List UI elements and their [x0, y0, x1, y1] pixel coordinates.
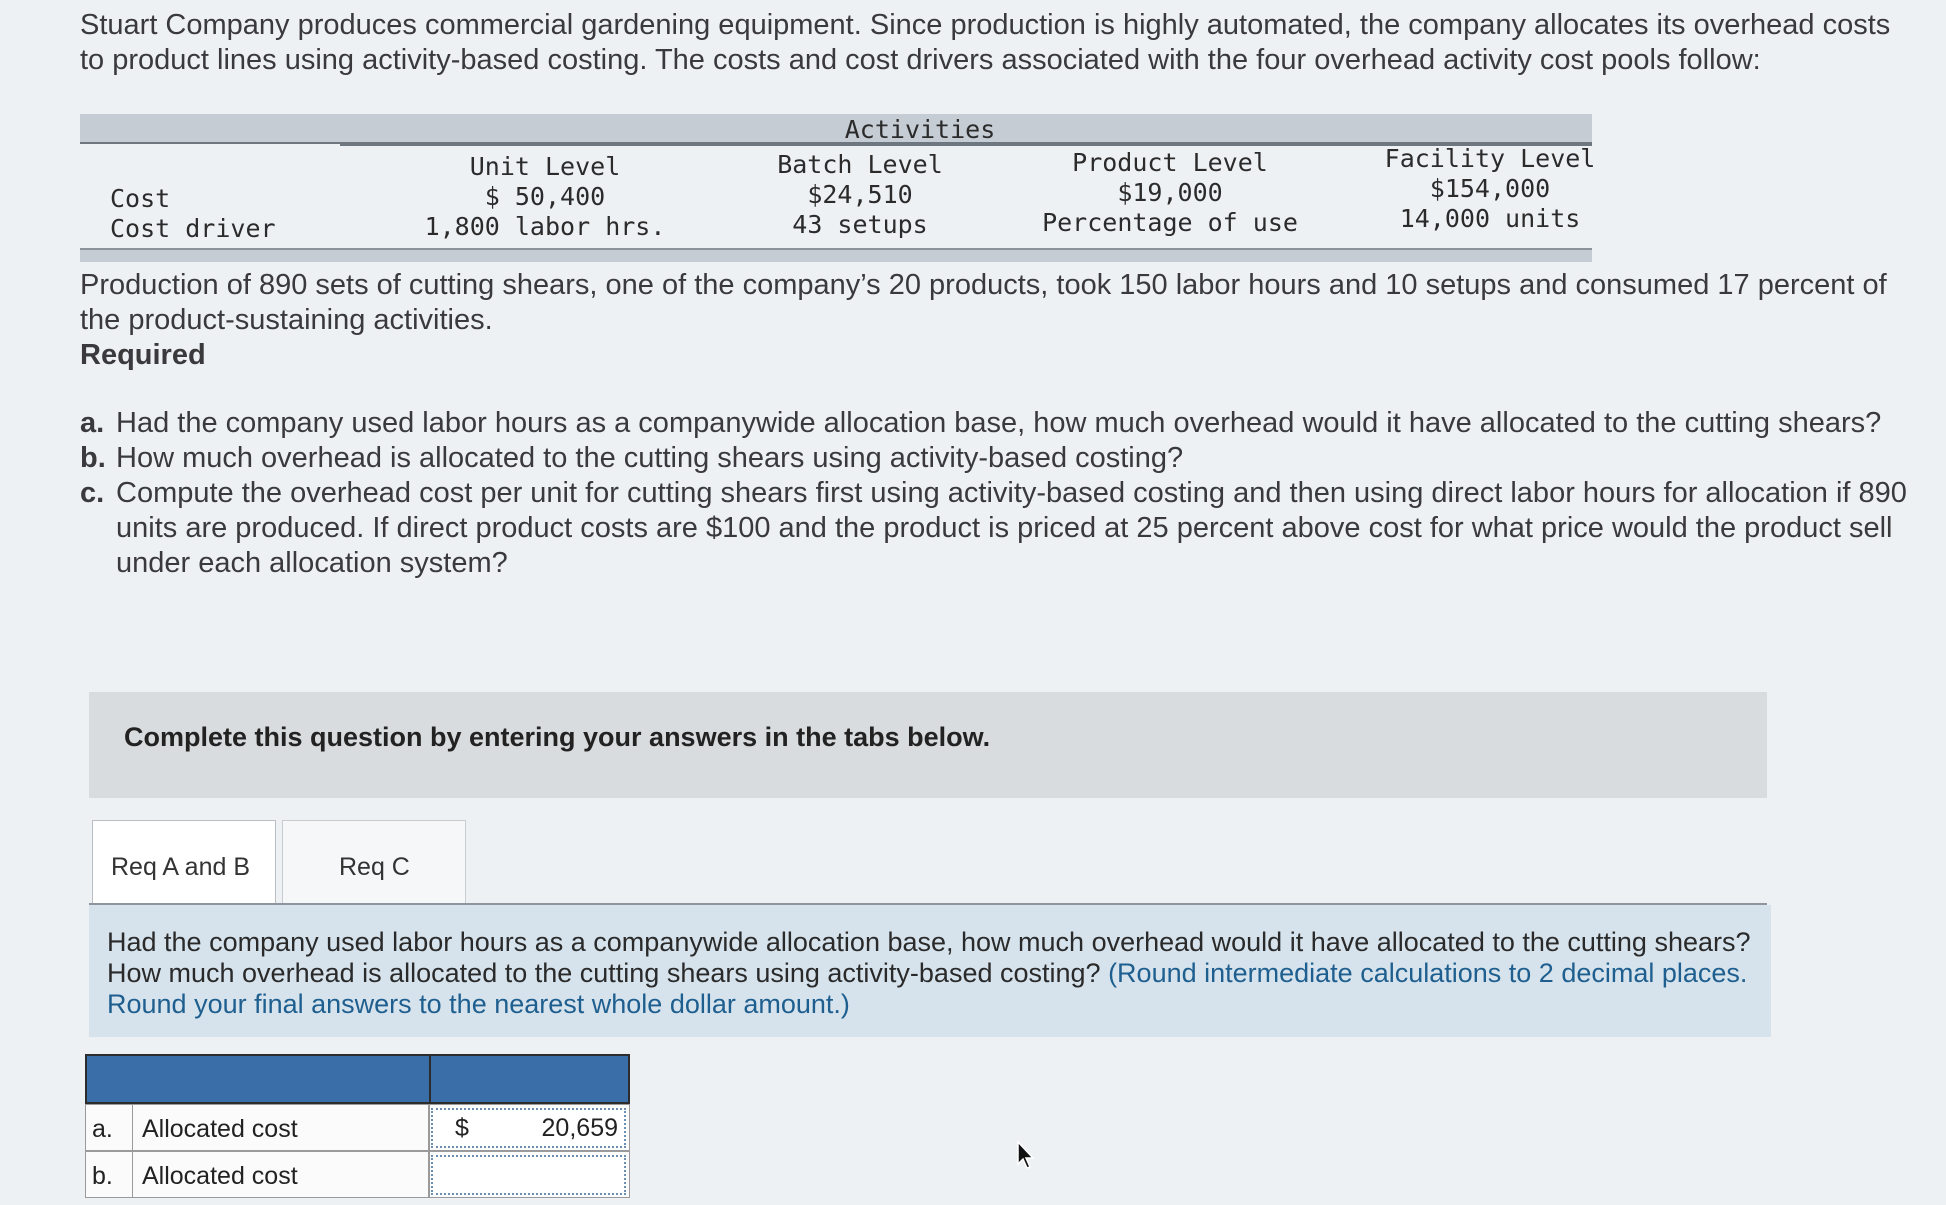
col-header-product: Product Level	[1072, 148, 1268, 177]
col-header-batch: Batch Level	[777, 150, 943, 179]
answer-row-b-letter: b.	[92, 1162, 113, 1190]
req-a-item	[80, 406, 1910, 441]
problem-details	[80, 268, 1900, 373]
tab-req-a-and-b-label: Req A and B	[111, 853, 251, 881]
req-c-item	[80, 476, 1910, 581]
requirements-list	[80, 406, 1910, 581]
req-c-text: Compute the overhead cost per unit for cutting shears first using activity-based costing and then using direct labor hours for allocation if 890 units are produced. If direct product costs are $100 and the product is priced at 25 percent above cost for what price would the product sell under each allocation system?	[116, 477, 1907, 579]
driver-batch: 43 setups	[792, 210, 928, 239]
cost-batch: $24,510	[807, 180, 913, 209]
cost-unit: $ 50,400	[484, 182, 606, 211]
question-text: Had the company used labor hours as a companywide allocation base, how much overhead would it have allocated to the cutting shears? How much overhead is allocated to the cutting shears using activity-based costing?	[107, 927, 1751, 988]
driver-unit: 1,800 labor hrs.	[424, 212, 666, 241]
req-c-letter: c.	[80, 477, 105, 509]
tab-req-c-label: Req C	[339, 853, 410, 881]
answer-row-b-label: Allocated cost	[142, 1162, 298, 1190]
col-header-facility: Facility Level	[1384, 144, 1596, 173]
activity-cost-table	[80, 114, 1596, 262]
table-bottom-bar	[80, 248, 1592, 262]
allocated-cost-b-input[interactable]	[431, 1155, 626, 1195]
req-b-text: How much overhead is allocated to the cutting shears using activity-based costing?	[116, 442, 1184, 474]
row-label-cost: Cost	[110, 184, 171, 213]
activities-group-header: Activities	[844, 115, 996, 144]
tab-req-a-and-b[interactable]	[92, 820, 276, 914]
col-header-unit: Unit Level	[469, 152, 621, 181]
req-a-letter: a.	[80, 407, 105, 439]
allocated-cost-a-input[interactable]	[431, 1108, 626, 1148]
tab-req-c[interactable]	[282, 820, 466, 914]
problem-intro: Stuart Company produces commercial gardening equipment. Since production is highly automated, the company allocates its overhead costs to product lines using activity-based costing. The costs and cost drivers associated with the four overhead activity cost pools follow:	[80, 9, 1891, 76]
row-label-cost-driver: Cost driver	[110, 214, 276, 243]
driver-product: Percentage of use	[1042, 208, 1298, 237]
question-panel	[89, 905, 1771, 1037]
req-b-letter: b.	[80, 442, 106, 474]
mouse-pointer-icon	[1016, 1140, 1036, 1170]
production-note: Production of 890 sets of cutting shears, one of the company’s 20 products, took 150 labor hours and 10 setups and consumed 17 percent of the product-sustaining activities.	[80, 269, 1887, 336]
instruction-text: Complete this question by entering your answers in the tabs below.	[124, 722, 991, 752]
req-a-text: Had the company used labor hours as a companywide allocation base, how much overhead would it have allocated to the cutting shears?	[116, 407, 1882, 439]
cost-product: $19,000	[1117, 178, 1223, 207]
allocated-cost-a-value: 20,659	[541, 1113, 618, 1142]
req-b-item	[80, 441, 1910, 476]
answer-row-a-letter: a.	[92, 1115, 113, 1143]
question-hint: (Round intermediate calculations to 2 decimal places. Round your final answers to the nearest whole dollar amount.)	[107, 958, 1748, 1019]
answer-table-header	[85, 1054, 630, 1104]
cost-facility: $154,000	[1429, 174, 1551, 203]
answer-row-a	[85, 1104, 630, 1151]
driver-facility: 14,000 units	[1399, 204, 1581, 233]
problem-statement	[80, 8, 1920, 78]
required-label: Required	[80, 339, 206, 371]
answer-row-a-label: Allocated cost	[142, 1115, 298, 1143]
answer-table	[85, 1054, 630, 1199]
answer-row-b	[85, 1151, 630, 1198]
currency-symbol: $	[455, 1113, 469, 1142]
